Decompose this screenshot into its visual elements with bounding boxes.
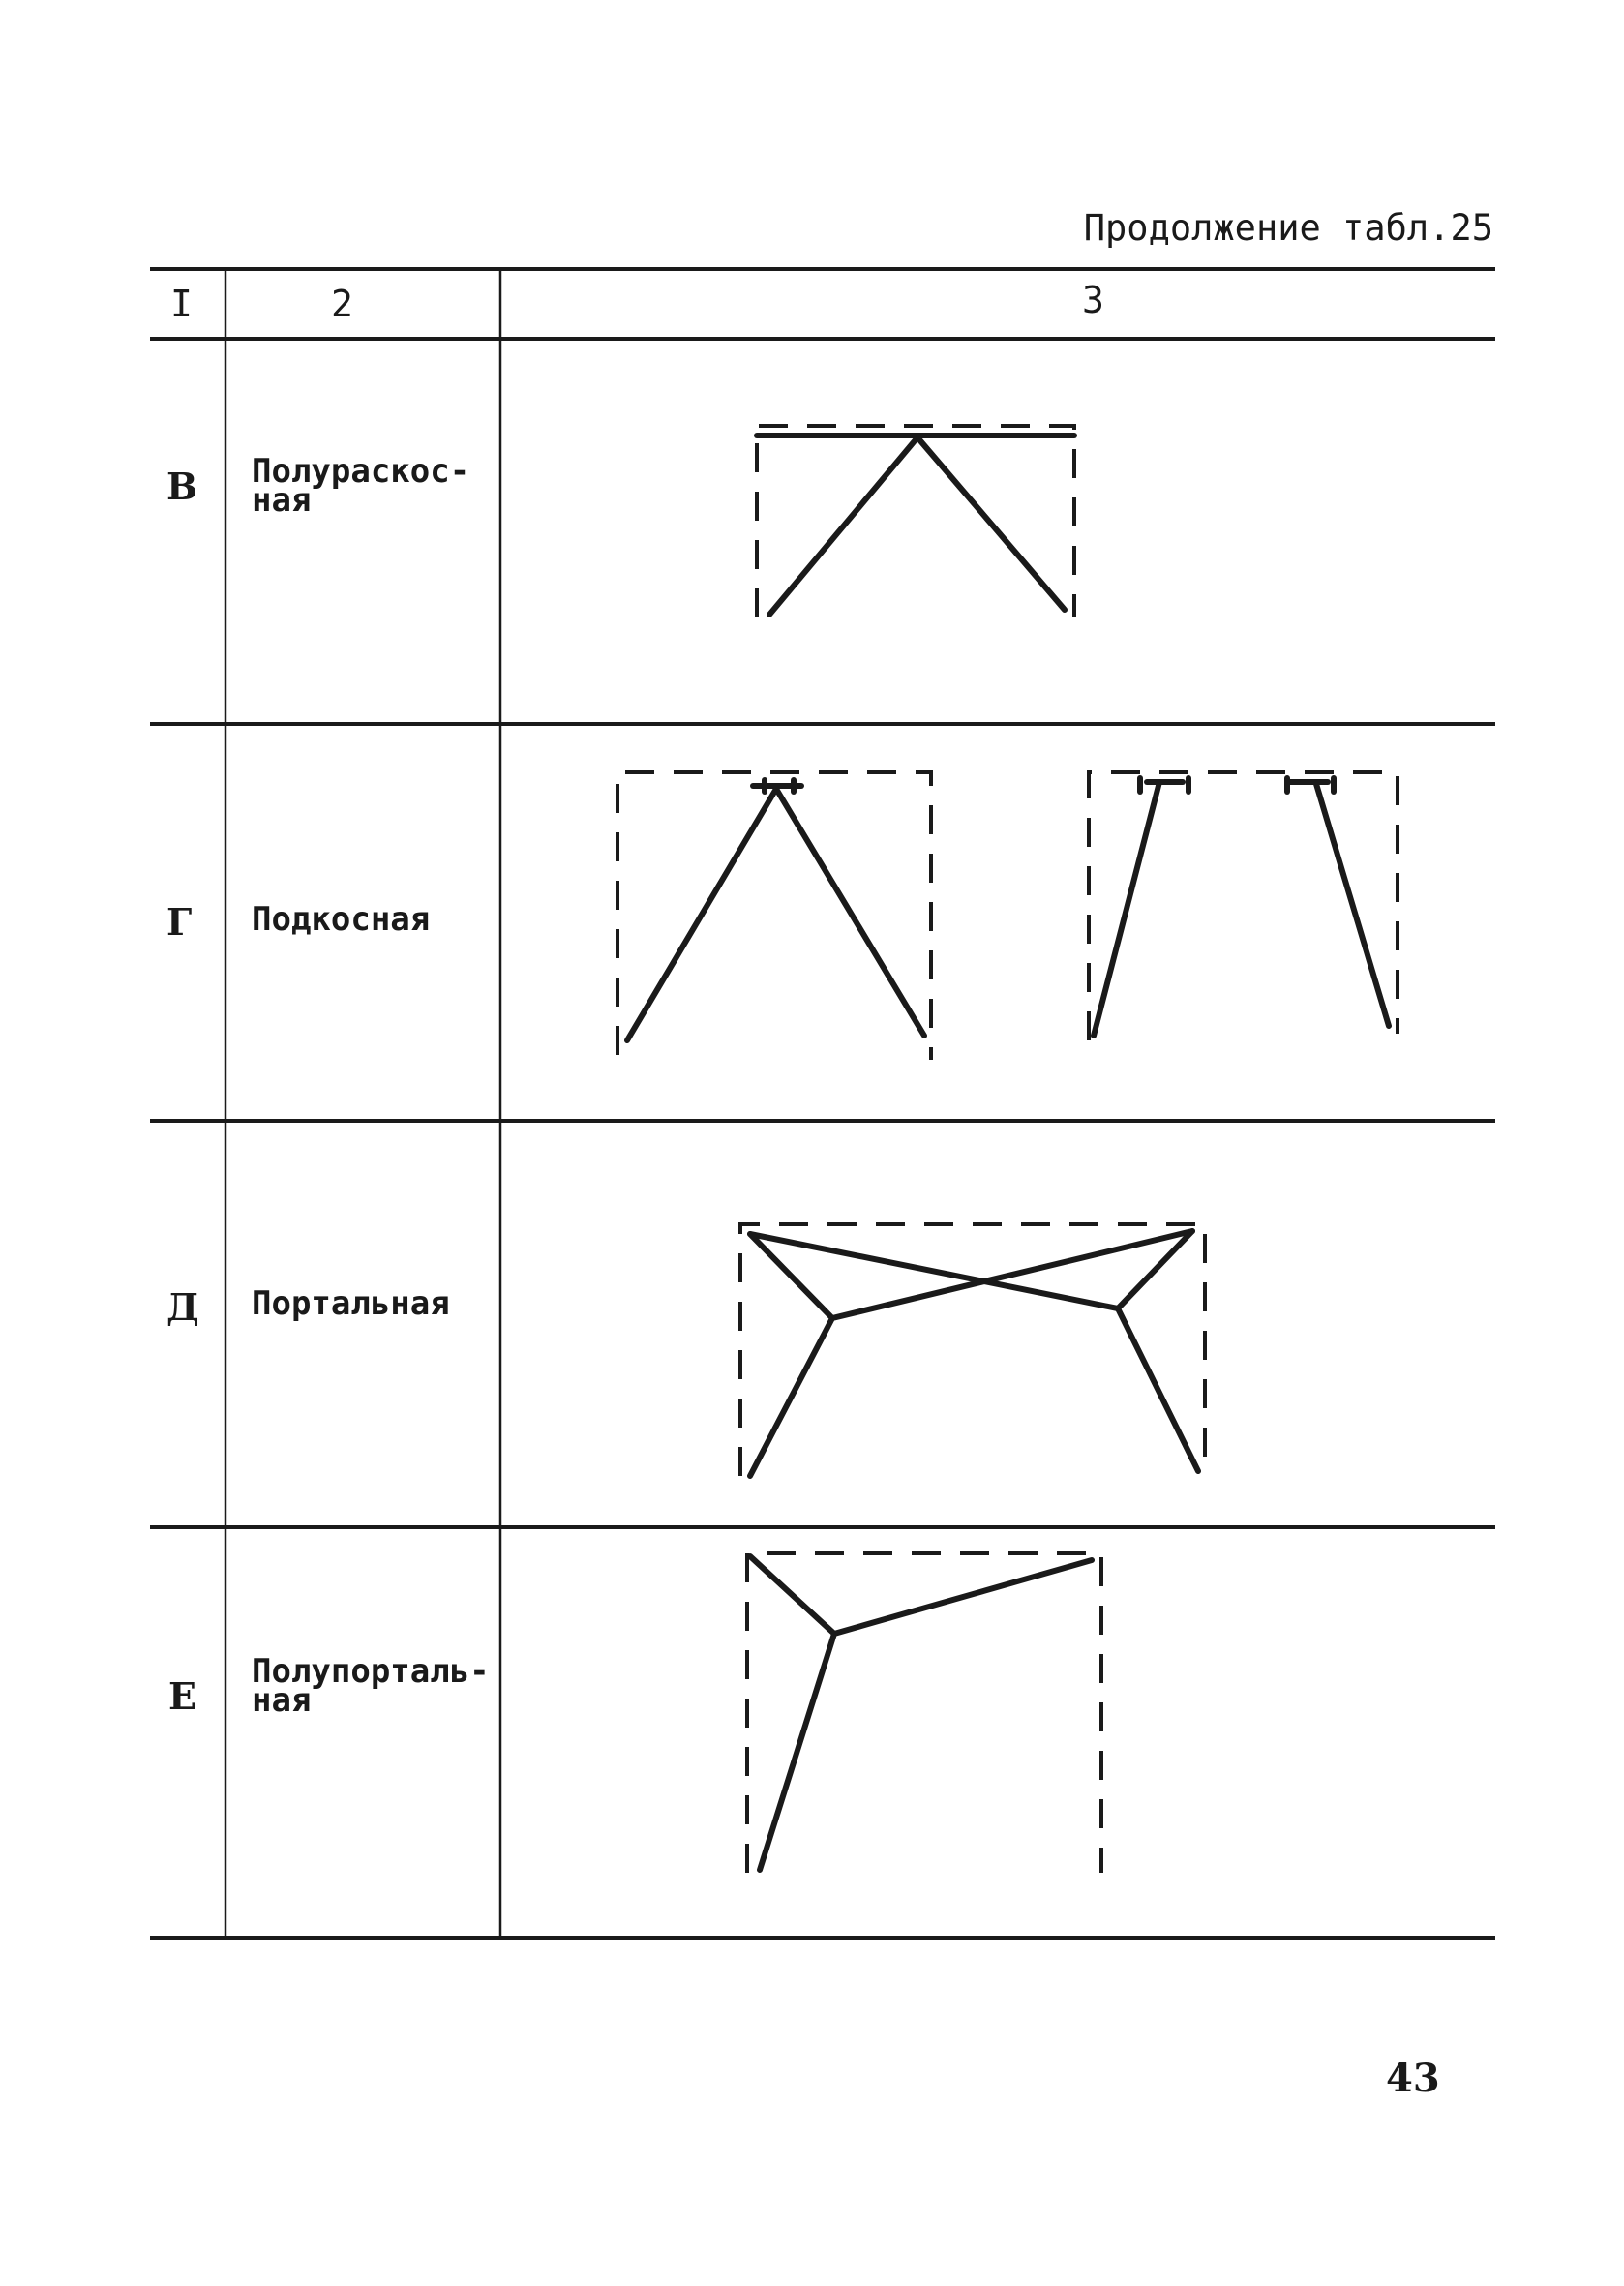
row-name-d: Портальная [252,1284,450,1323]
half-brace-diagram [757,426,1074,617]
portal-diagram [740,1224,1205,1476]
row-letter-e: Е [168,1674,196,1718]
row-name-v: Полураскос- ная [252,452,470,520]
half-portal-diagram [747,1553,1101,1873]
row-letter-g: Г [166,900,193,944]
strut-diagram-b [1089,772,1398,1040]
header-col-3: 3 [1082,279,1104,321]
strut-diagram-a [617,772,931,1060]
page-number: 43 [1386,2056,1440,2101]
header-col-2: 2 [331,283,353,325]
table-caption: Продолжение табл.25 [1083,207,1493,249]
row-letter-v: В [166,465,198,508]
row-name-e: Полупорталь- ная [252,1652,490,1720]
header-col-1: I [170,283,193,325]
row-name-g: Подкосная [252,900,431,939]
row-letter-d: Д [166,1285,199,1329]
